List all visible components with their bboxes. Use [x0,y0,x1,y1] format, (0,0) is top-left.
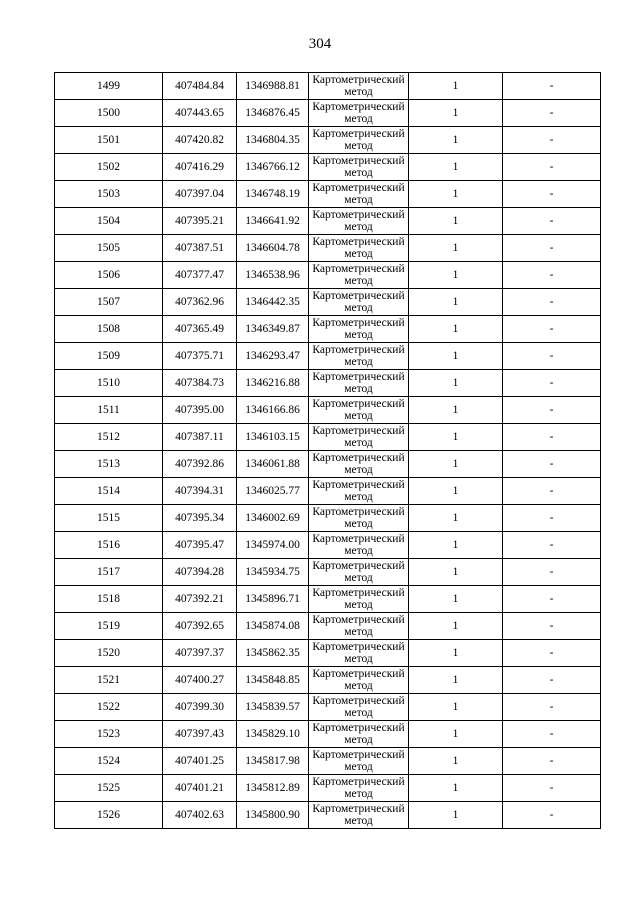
point-number-cell: 1507 [55,289,163,316]
method-line-1: Картометрический [312,452,405,464]
method-line-2: метод [344,734,373,746]
y-coordinate-cell: 1346641.92 [237,208,309,235]
precision-cell: 1 [409,694,503,721]
table-row [55,505,601,532]
method-line-1: Картометрический [312,182,405,194]
method-line-1: Картометрический [312,236,405,248]
x-coordinate-cell: 407392.21 [163,586,237,613]
x-coordinate-cell: 407397.04 [163,181,237,208]
y-coordinate-cell: 1345974.00 [237,532,309,559]
method-cell [309,100,409,127]
y-coordinate-cell: 1346442.35 [237,289,309,316]
table-row [55,370,601,397]
method-line-1: Картометрический [312,479,405,491]
note-cell: - [503,262,601,289]
point-number-cell: 1501 [55,127,163,154]
method-line-1: Картометрический [312,344,405,356]
note-cell: - [503,559,601,586]
method-cell [309,478,409,505]
table-row [55,235,601,262]
point-number-cell: 1523 [55,721,163,748]
method-line-1: Картометрический [312,668,405,680]
method-cell [309,802,409,829]
x-coordinate-cell: 407416.29 [163,154,237,181]
precision-cell: 1 [409,532,503,559]
point-number-cell: 1512 [55,424,163,451]
y-coordinate-cell: 1346766.12 [237,154,309,181]
point-number-cell: 1521 [55,667,163,694]
point-number-cell: 1499 [55,73,163,100]
method-line-2: метод [344,626,373,638]
y-coordinate-cell: 1346025.77 [237,478,309,505]
method-line-2: метод [344,113,373,125]
point-number-cell: 1502 [55,154,163,181]
method-line-1: Картометрический [312,722,405,734]
method-line-2: метод [344,248,373,260]
x-coordinate-cell: 407395.34 [163,505,237,532]
y-coordinate-cell: 1346293.47 [237,343,309,370]
note-cell: - [503,613,601,640]
precision-cell: 1 [409,397,503,424]
point-number-cell: 1505 [55,235,163,262]
precision-cell: 1 [409,613,503,640]
note-cell: - [503,667,601,694]
method-line-1: Картометрический [312,695,405,707]
method-line-1: Картометрический [312,263,405,275]
method-cell [309,154,409,181]
precision-cell: 1 [409,451,503,478]
table-row [55,748,601,775]
x-coordinate-cell: 407394.31 [163,478,237,505]
note-cell: - [503,640,601,667]
method-line-2: метод [344,680,373,692]
table-row [55,154,601,181]
method-line-1: Картометрический [312,155,405,167]
x-coordinate-cell: 407401.21 [163,775,237,802]
method-cell [309,289,409,316]
y-coordinate-cell: 1346349.87 [237,316,309,343]
precision-cell: 1 [409,640,503,667]
method-line-2: метод [344,545,373,557]
table-row [55,451,601,478]
y-coordinate-cell: 1345874.08 [237,613,309,640]
method-line-2: метод [344,707,373,719]
y-coordinate-cell: 1345848.85 [237,667,309,694]
y-coordinate-cell: 1345829.10 [237,721,309,748]
y-coordinate-cell: 1346002.69 [237,505,309,532]
precision-cell: 1 [409,721,503,748]
precision-cell: 1 [409,586,503,613]
table-row [55,316,601,343]
x-coordinate-cell: 407392.86 [163,451,237,478]
method-line-1: Картометрический [312,425,405,437]
note-cell: - [503,181,601,208]
x-coordinate-cell: 407420.82 [163,127,237,154]
precision-cell: 1 [409,289,503,316]
method-cell [309,235,409,262]
precision-cell: 1 [409,181,503,208]
precision-cell: 1 [409,424,503,451]
precision-cell: 1 [409,100,503,127]
y-coordinate-cell: 1345812.89 [237,775,309,802]
x-coordinate-cell: 407484.84 [163,73,237,100]
x-coordinate-cell: 407362.96 [163,289,237,316]
note-cell: - [503,802,601,829]
note-cell: - [503,478,601,505]
y-coordinate-cell: 1345934.75 [237,559,309,586]
y-coordinate-cell: 1345839.57 [237,694,309,721]
point-number-cell: 1522 [55,694,163,721]
y-coordinate-cell: 1346604.78 [237,235,309,262]
method-line-1: Картометрический [312,209,405,221]
note-cell: - [503,586,601,613]
method-line-2: метод [344,410,373,422]
x-coordinate-cell: 407375.71 [163,343,237,370]
precision-cell: 1 [409,505,503,532]
x-coordinate-cell: 407395.21 [163,208,237,235]
y-coordinate-cell: 1346804.35 [237,127,309,154]
method-line-1: Картометрический [312,587,405,599]
precision-cell: 1 [409,154,503,181]
table-row [55,802,601,829]
y-coordinate-cell: 1346748.19 [237,181,309,208]
precision-cell: 1 [409,370,503,397]
method-cell [309,127,409,154]
point-number-cell: 1520 [55,640,163,667]
precision-cell: 1 [409,802,503,829]
note-cell: - [503,748,601,775]
method-line-1: Картометрический [312,317,405,329]
point-number-cell: 1515 [55,505,163,532]
method-cell [309,262,409,289]
method-line-2: метод [344,167,373,179]
precision-cell: 1 [409,262,503,289]
method-line-2: метод [344,356,373,368]
method-line-1: Картометрический [312,560,405,572]
method-cell [309,559,409,586]
point-number-cell: 1518 [55,586,163,613]
method-line-2: метод [344,329,373,341]
method-line-2: метод [344,140,373,152]
note-cell: - [503,127,601,154]
table-row [55,208,601,235]
method-line-1: Картометрический [312,533,405,545]
precision-cell: 1 [409,667,503,694]
point-number-cell: 1510 [55,370,163,397]
point-number-cell: 1504 [55,208,163,235]
method-line-2: метод [344,788,373,800]
table-row [55,613,601,640]
method-line-2: метод [344,383,373,395]
point-number-cell: 1514 [55,478,163,505]
method-line-1: Картометрический [312,506,405,518]
x-coordinate-cell: 407402.63 [163,802,237,829]
page-number: 304 [308,36,332,52]
x-coordinate-cell: 407395.47 [163,532,237,559]
note-cell: - [503,694,601,721]
method-line-2: метод [344,518,373,530]
method-cell [309,694,409,721]
method-line-2: метод [344,86,373,98]
x-coordinate-cell: 407397.37 [163,640,237,667]
precision-cell: 1 [409,73,503,100]
method-line-1: Картометрический [312,371,405,383]
point-number-cell: 1509 [55,343,163,370]
table-row [55,262,601,289]
method-line-2: метод [344,302,373,314]
note-cell: - [503,775,601,802]
note-cell: - [503,532,601,559]
table-row [55,559,601,586]
x-coordinate-cell: 407387.11 [163,424,237,451]
x-coordinate-cell: 407395.00 [163,397,237,424]
point-number-cell: 1525 [55,775,163,802]
y-coordinate-cell: 1345896.71 [237,586,309,613]
y-coordinate-cell: 1346061.88 [237,451,309,478]
note-cell: - [503,289,601,316]
y-coordinate-cell: 1346538.96 [237,262,309,289]
method-line-2: метод [344,491,373,503]
table-row [55,532,601,559]
note-cell: - [503,424,601,451]
y-coordinate-cell: 1346876.45 [237,100,309,127]
method-line-2: метод [344,653,373,665]
precision-cell: 1 [409,316,503,343]
method-cell [309,181,409,208]
y-coordinate-cell: 1346166.86 [237,397,309,424]
method-line-1: Картометрический [312,74,405,86]
table-row [55,640,601,667]
note-cell: - [503,235,601,262]
table-row [55,127,601,154]
y-coordinate-cell: 1346103.15 [237,424,309,451]
method-cell [309,640,409,667]
point-number-cell: 1506 [55,262,163,289]
precision-cell: 1 [409,343,503,370]
x-coordinate-cell: 407394.28 [163,559,237,586]
point-number-cell: 1517 [55,559,163,586]
method-cell [309,73,409,100]
method-line-1: Картометрический [312,641,405,653]
note-cell: - [503,73,601,100]
y-coordinate-cell: 1345800.90 [237,802,309,829]
method-line-1: Картометрический [312,128,405,140]
method-line-1: Картометрический [312,803,405,815]
method-cell [309,505,409,532]
method-line-1: Картометрический [312,614,405,626]
note-cell: - [503,100,601,127]
note-cell: - [503,397,601,424]
method-cell [309,370,409,397]
table-body [55,73,601,829]
method-cell [309,424,409,451]
method-line-1: Картометрический [312,290,405,302]
method-cell [309,451,409,478]
point-number-cell: 1508 [55,316,163,343]
table-row [55,181,601,208]
table-row [55,343,601,370]
method-line-2: метод [344,464,373,476]
y-coordinate-cell: 1345817.98 [237,748,309,775]
x-coordinate-cell: 407392.65 [163,613,237,640]
method-cell [309,748,409,775]
method-line-2: метод [344,761,373,773]
precision-cell: 1 [409,748,503,775]
point-number-cell: 1526 [55,802,163,829]
method-cell [309,667,409,694]
x-coordinate-cell: 407397.43 [163,721,237,748]
method-cell [309,613,409,640]
method-cell [309,397,409,424]
y-coordinate-cell: 1346988.81 [237,73,309,100]
method-cell [309,316,409,343]
method-cell [309,343,409,370]
table-row [55,775,601,802]
coordinates-table [54,72,601,829]
note-cell: - [503,154,601,181]
method-line-2: метод [344,437,373,449]
table-row [55,721,601,748]
table-row [55,289,601,316]
method-line-2: метод [344,221,373,233]
x-coordinate-cell: 407400.27 [163,667,237,694]
point-number-cell: 1511 [55,397,163,424]
method-line-2: метод [344,815,373,827]
table-row [55,73,601,100]
x-coordinate-cell: 407377.47 [163,262,237,289]
method-line-1: Картометрический [312,101,405,113]
method-line-1: Картометрический [312,776,405,788]
method-cell [309,208,409,235]
note-cell: - [503,505,601,532]
method-line-2: метод [344,194,373,206]
note-cell: - [503,316,601,343]
precision-cell: 1 [409,235,503,262]
method-line-1: Картометрический [312,749,405,761]
precision-cell: 1 [409,478,503,505]
point-number-cell: 1524 [55,748,163,775]
note-cell: - [503,208,601,235]
precision-cell: 1 [409,559,503,586]
table-row [55,478,601,505]
method-cell [309,532,409,559]
x-coordinate-cell: 407401.25 [163,748,237,775]
table-row [55,667,601,694]
method-cell [309,721,409,748]
method-line-2: метод [344,572,373,584]
note-cell: - [503,451,601,478]
point-number-cell: 1516 [55,532,163,559]
y-coordinate-cell: 1346216.88 [237,370,309,397]
method-line-1: Картометрический [312,398,405,410]
x-coordinate-cell: 407387.51 [163,235,237,262]
table-row [55,586,601,613]
table-row [55,397,601,424]
precision-cell: 1 [409,127,503,154]
note-cell: - [503,370,601,397]
x-coordinate-cell: 407384.73 [163,370,237,397]
x-coordinate-cell: 407399.30 [163,694,237,721]
point-number-cell: 1513 [55,451,163,478]
precision-cell: 1 [409,208,503,235]
x-coordinate-cell: 407365.49 [163,316,237,343]
method-cell [309,775,409,802]
y-coordinate-cell: 1345862.35 [237,640,309,667]
point-number-cell: 1503 [55,181,163,208]
precision-cell: 1 [409,775,503,802]
table-row [55,100,601,127]
note-cell: - [503,343,601,370]
method-line-2: метод [344,599,373,611]
method-cell [309,586,409,613]
table-row [55,424,601,451]
note-cell: - [503,721,601,748]
x-coordinate-cell: 407443.65 [163,100,237,127]
method-line-2: метод [344,275,373,287]
table-row [55,694,601,721]
point-number-cell: 1500 [55,100,163,127]
point-number-cell: 1519 [55,613,163,640]
